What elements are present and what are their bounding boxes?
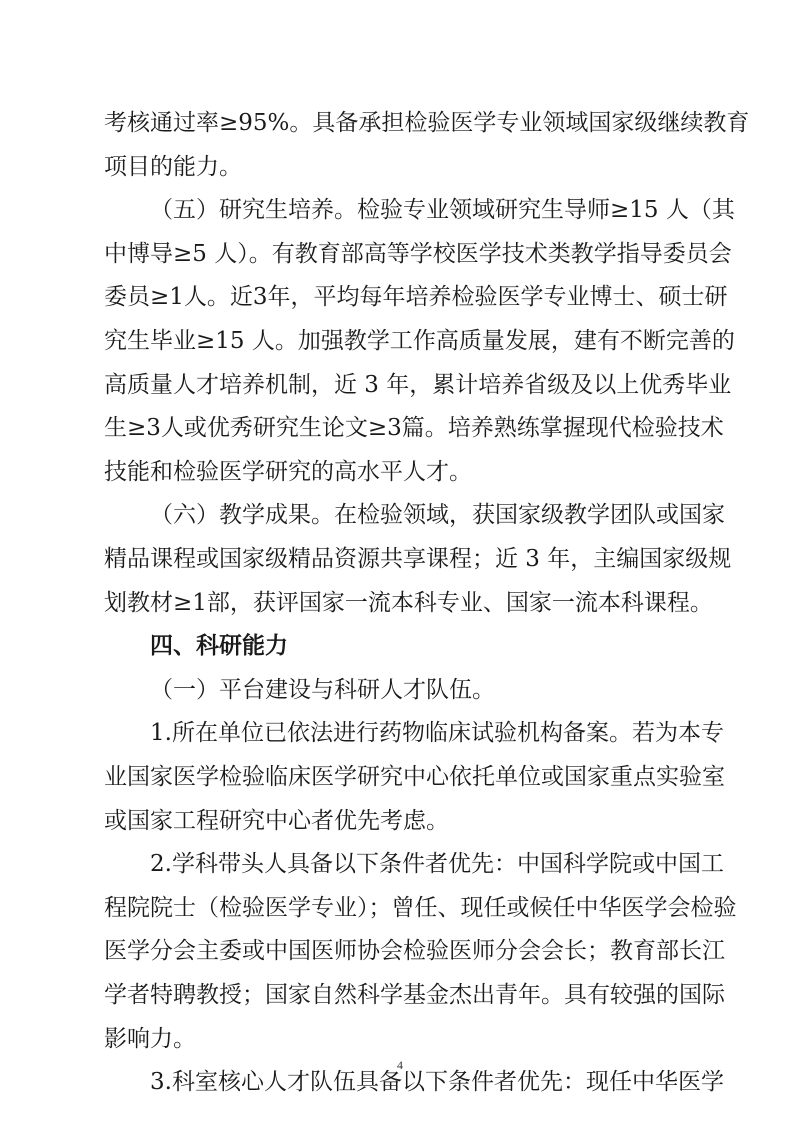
- text-line-4: 中博导≥5 人）。有教育部高等学校医学技术类教学指导委员会: [104, 241, 732, 267]
- text-line-3: （五）研究生培养。检验专业领域研究生导师≥15 人（其: [150, 197, 735, 223]
- text-line-19: 程院院士（检验医学专业）；曾任、现任或候任中华医学会检验: [104, 895, 737, 921]
- text-line-11: 精品课程或国家级精品资源共享课程；近 3 年，主编国家级规: [104, 546, 732, 572]
- section-heading: 四、科研能力: [150, 633, 288, 659]
- text-line-17: 或国家工程研究中心者优先考虑。: [104, 808, 449, 834]
- text-line-15: 1.所在单位已依法进行药物临床试验机构备案。若为本专: [150, 720, 724, 746]
- text-line-21: 学者特聘教授；国家自然科学基金杰出青年。具有较强的国际: [104, 982, 725, 1008]
- text-line-8: 生≥3人或优秀研究生论文≥3篇。培养熟练掌握现代检验技术: [104, 415, 724, 441]
- text-line-20: 医学分会主委或中国医师协会检验医师分会会长；教育部长江: [104, 938, 725, 964]
- text-line-9: 技能和检验医学研究的高水平人才。: [104, 459, 472, 485]
- text-line-22: 影响力。: [104, 1026, 196, 1052]
- text-line-10: （六）教学成果。在检验领域，获国家级教学团队或国家: [150, 502, 725, 528]
- text-line-7: 高质量人才培养机制，近 3 年，累计培养省级及以上优秀毕业: [104, 372, 732, 398]
- page-number: 4: [397, 1058, 403, 1072]
- text-line-6: 究生毕业≥15 人。加强教学工作高质量发展，建有不断完善的: [104, 328, 735, 354]
- text-line-23: 3.科室核心人才队伍具备以下条件者优先：现任中华医学: [150, 1069, 724, 1095]
- text-line-18: 2.学科带头人具备以下条件者优先：中国科学院或中国工: [150, 851, 724, 877]
- text-line-12: 划教材≥1部，获评国家一流本科专业、国家一流本科课程。: [104, 590, 713, 616]
- text-line-5: 委员≥1人。近3年，平均每年培养检验医学专业博士、硕士研: [104, 284, 728, 310]
- text-line-2: 项目的能力。: [104, 154, 242, 180]
- text-line-16: 业国家医学检验临床医学研究中心依托单位或国家重点实验室: [104, 764, 725, 790]
- subsection-heading: （一）平台建设与科研人才队伍。: [150, 677, 495, 703]
- text-line-1: 考核通过率≥95%。具备承担检验医学专业领域国家级继续教育: [104, 110, 750, 136]
